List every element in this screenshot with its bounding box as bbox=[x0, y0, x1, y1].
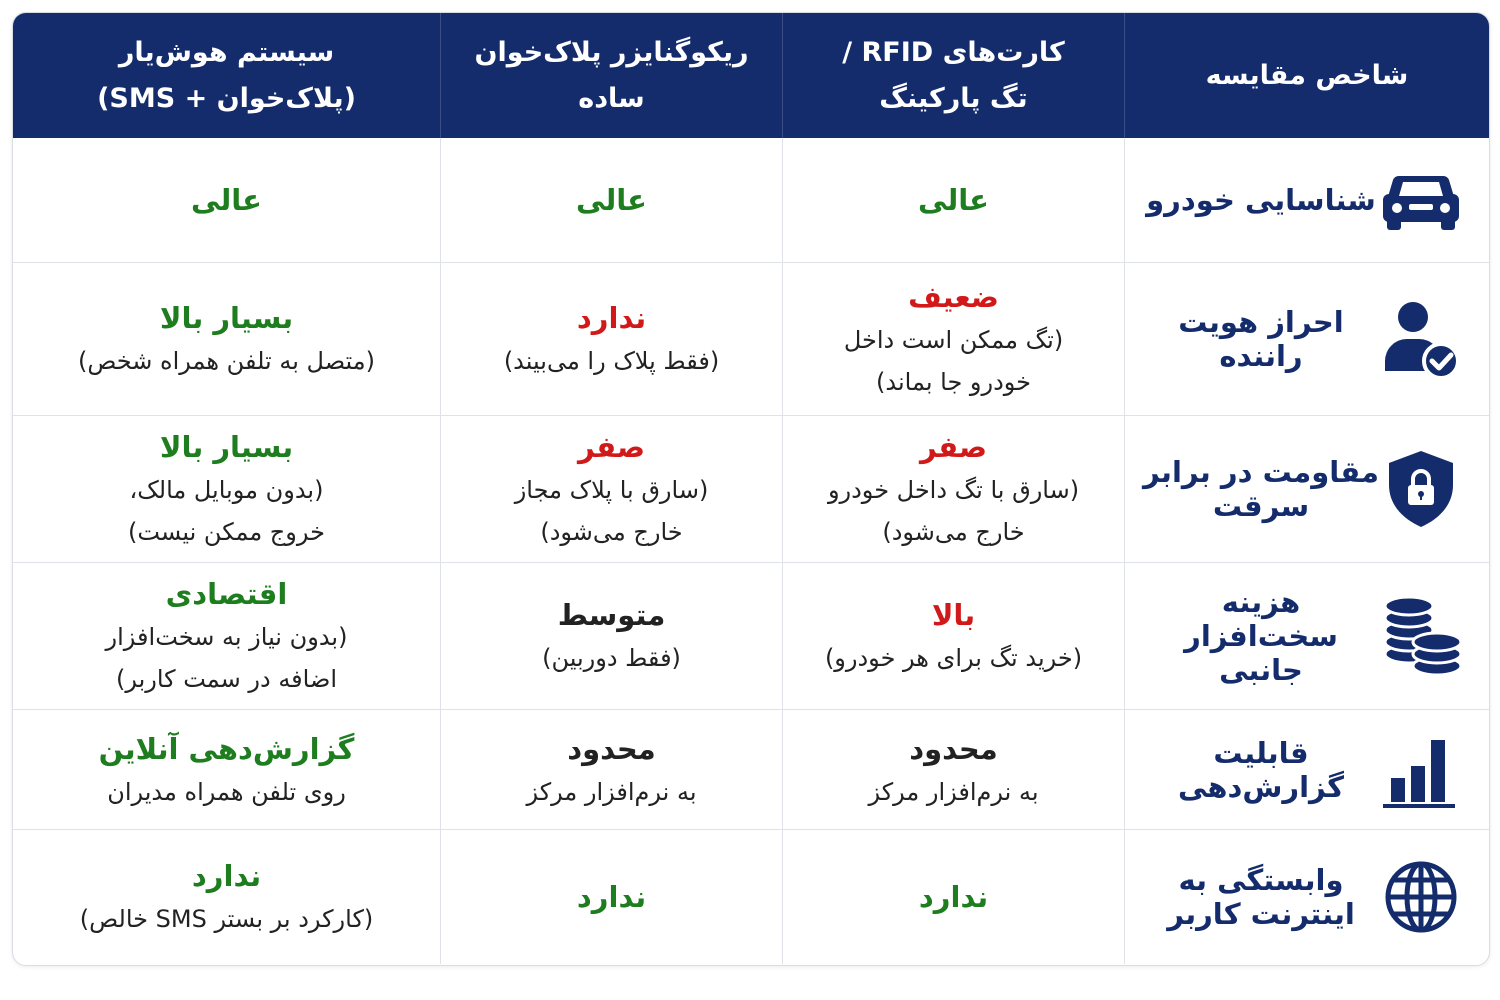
header-rfid bbox=[782, 13, 1124, 138]
smart-value: ندارد bbox=[191, 859, 262, 893]
smart-note: (بدون نیاز به سخت‌افزار bbox=[105, 623, 348, 651]
rfid-value: عالی bbox=[918, 183, 989, 217]
rfid-value: بالا bbox=[931, 598, 976, 632]
rfid-note: (تگ ممکن است داخل bbox=[843, 326, 1064, 354]
smart-value: عالی bbox=[191, 183, 262, 217]
criterion-cell bbox=[1124, 563, 1489, 709]
table-row bbox=[13, 416, 1489, 563]
simple-cell bbox=[440, 416, 782, 562]
header-simple bbox=[440, 13, 782, 138]
criterion-label: قابلیت گزارش‌دهی bbox=[1178, 735, 1344, 804]
header-smart bbox=[13, 13, 440, 138]
simple-note: خارج می‌شود) bbox=[540, 518, 683, 546]
rfid-note: خارج می‌شود) bbox=[882, 518, 1025, 546]
smart-cell bbox=[13, 416, 440, 562]
simple-note: به نرم‌افزار مرکز bbox=[526, 777, 697, 806]
rfid-cell bbox=[782, 138, 1124, 262]
simple-note: (فقط دوربین) bbox=[542, 644, 681, 672]
table-row bbox=[13, 138, 1489, 263]
smart-cell bbox=[13, 138, 440, 262]
header-criterion-label: شاخص مقایسه bbox=[1205, 59, 1409, 91]
simple-value: متوسط bbox=[557, 598, 666, 632]
smart-value: بسیار بالا bbox=[159, 301, 294, 335]
rfid-note: (سارق با تگ داخل خودرو bbox=[827, 476, 1080, 504]
rfid-value: ضعیف bbox=[908, 280, 999, 314]
smart-note: روی تلفن همراه مدیران bbox=[107, 777, 346, 806]
smart-value: اقتصادی bbox=[165, 577, 288, 611]
smart-note: اضافه در سمت کاربر) bbox=[115, 665, 338, 693]
smart-note: (کارکرد بر بستر SMS خالص) bbox=[79, 905, 374, 933]
simple-cell bbox=[440, 138, 782, 262]
smart-note: خروج ممکن نیست) bbox=[128, 518, 325, 546]
coins-icon bbox=[1379, 594, 1463, 678]
criterion-label: مقاومت در برابر سرقت bbox=[1143, 455, 1379, 523]
shield-lock-icon bbox=[1379, 447, 1463, 531]
criterion-label: احراز هویت راننده bbox=[1178, 305, 1344, 373]
smart-note: (بدون موبایل مالک، bbox=[129, 476, 324, 504]
header-smart-line2: (پلاک‌خوان + SMS) bbox=[97, 82, 356, 114]
rfid-value: صفر bbox=[920, 430, 987, 464]
simple-cell bbox=[440, 263, 782, 415]
header-rfid-line2: تگ پارکینگ bbox=[879, 82, 1028, 114]
rfid-cell bbox=[782, 710, 1124, 829]
simple-value: عالی bbox=[576, 183, 647, 217]
rfid-note: (خرید تگ برای هر خودرو) bbox=[824, 644, 1083, 672]
rfid-cell bbox=[782, 563, 1124, 709]
rfid-note: به نرم‌افزار مرکز bbox=[868, 777, 1039, 806]
simple-cell bbox=[440, 830, 782, 964]
simple-value: ندارد bbox=[576, 880, 647, 914]
user-check-icon bbox=[1379, 297, 1463, 381]
simple-cell bbox=[440, 710, 782, 829]
rfid-cell bbox=[782, 830, 1124, 964]
criterion-label: وابستگی به اینترنت کاربر bbox=[1167, 863, 1355, 931]
rfid-value: محدود bbox=[909, 731, 998, 766]
table-row bbox=[13, 710, 1489, 830]
criterion-cell bbox=[1124, 830, 1489, 964]
simple-cell bbox=[440, 563, 782, 709]
header-simple-label: ریکوگنایزر پلاک‌خوان ساده bbox=[474, 36, 749, 114]
simple-value: ندارد bbox=[576, 301, 647, 335]
criterion-cell bbox=[1124, 416, 1489, 562]
table-row bbox=[13, 830, 1489, 964]
rfid-note: خودرو جا بماند) bbox=[876, 368, 1032, 396]
rfid-value: ندارد bbox=[918, 880, 989, 914]
header-smart-line1: سیستم هوش‌یار bbox=[118, 36, 335, 68]
comparison-table bbox=[12, 12, 1490, 966]
smart-note: (متصل به تلفن همراه شخص) bbox=[78, 347, 375, 375]
rfid-cell bbox=[782, 263, 1124, 415]
criterion-label: شناسایی خودرو bbox=[1146, 183, 1376, 217]
header-rfid-line1: کارت‌های RFID / bbox=[842, 36, 1065, 68]
smart-cell bbox=[13, 830, 440, 964]
header-criterion bbox=[1124, 13, 1489, 138]
smart-cell bbox=[13, 563, 440, 709]
simple-note: (سارق با پلاک مجاز bbox=[514, 476, 709, 504]
globe-icon bbox=[1379, 855, 1463, 939]
car-icon bbox=[1379, 158, 1463, 242]
smart-value: بسیار بالا bbox=[159, 430, 294, 464]
smart-value: گزارش‌دهی آنلاین bbox=[98, 731, 355, 766]
smart-cell bbox=[13, 710, 440, 829]
criterion-label: هزینه سخت‌افزار جانبی bbox=[1184, 585, 1338, 687]
simple-value: محدود bbox=[567, 731, 656, 766]
table-row bbox=[13, 563, 1489, 710]
table-row bbox=[13, 263, 1489, 416]
rfid-cell bbox=[782, 416, 1124, 562]
criterion-cell bbox=[1124, 710, 1489, 829]
bar-chart-icon bbox=[1379, 728, 1463, 812]
header-row bbox=[13, 13, 1489, 138]
criterion-cell bbox=[1124, 263, 1489, 415]
simple-note: (فقط پلاک را می‌بیند) bbox=[503, 347, 720, 375]
simple-value: صفر bbox=[578, 430, 645, 464]
smart-cell bbox=[13, 263, 440, 415]
criterion-cell bbox=[1124, 138, 1489, 262]
